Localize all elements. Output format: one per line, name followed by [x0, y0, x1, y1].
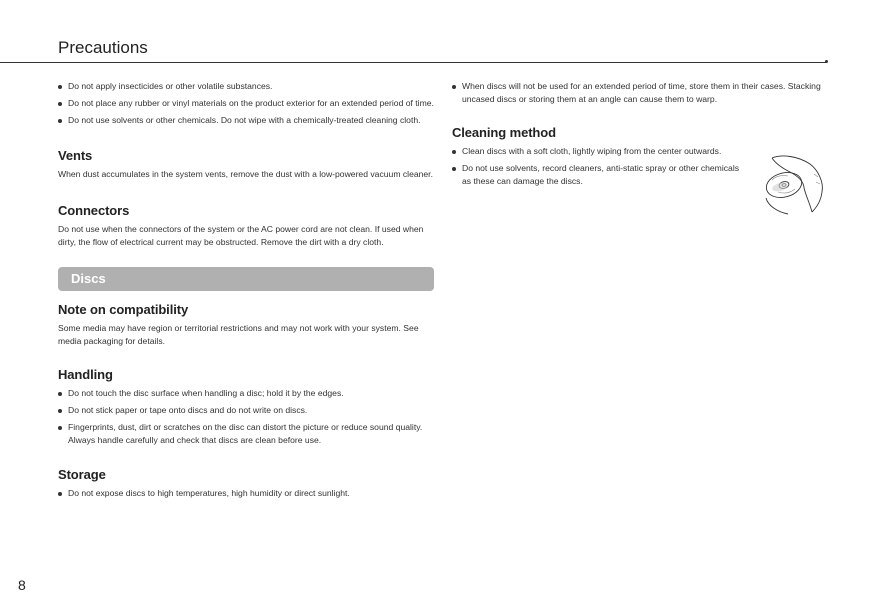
- storage-bullet-list: [58, 487, 434, 500]
- cleaning-bullet-list: [452, 145, 748, 188]
- title-rule-end-dot: [825, 60, 828, 63]
- storage-heading: Storage: [58, 467, 106, 482]
- compatibility-text: Some media may have region or territorial restrictions and may not work with your system. See media packaging for details.: [58, 323, 419, 346]
- vents-text: When dust accumulates in the system vents, remove the dust with a low-powered vacuum cleaner.: [58, 169, 433, 179]
- storage-continued-bullet-list: [452, 80, 824, 106]
- left-column: [58, 80, 434, 504]
- list-item: Do not stick paper or tape onto discs and do not write on discs.: [58, 404, 434, 417]
- list-item: Do not place any rubber or vinyl materials on the product exterior for an extended period of time.: [58, 97, 434, 110]
- page-title: Precautions: [58, 38, 148, 57]
- list-item: When discs will not be used for an extended period of time, store them in their cases. Stacking uncased discs or storing them at an angle can cause them to warp.: [452, 80, 824, 106]
- page-number: 8: [18, 577, 26, 593]
- handling-bullet-list: [58, 387, 434, 447]
- list-item: Do not touch the disc surface when handling a disc; hold it by the edges.: [58, 387, 434, 400]
- list-item: Fingerprints, dust, dirt or scratches on the disc can distort the picture or reduce sound quality. Always handle carefully and check that discs are clean before use.: [58, 421, 434, 447]
- title-rule: [0, 62, 826, 63]
- connectors-heading: Connectors: [58, 203, 130, 218]
- connectors-text: Do not use when the connectors of the system or the AC power cord are not clean. If used when dirty, the flow of electrical current may be obstructed. Remove the dirt with a dry cloth.: [58, 224, 424, 247]
- disc-wiping-illustration-icon: [758, 154, 828, 216]
- list-item: Do not apply insecticides or other volatile substances.: [58, 80, 434, 93]
- list-item: Clean discs with a soft cloth, lightly wiping from the center outwards.: [452, 145, 748, 158]
- list-item: Do not expose discs to high temperatures, high humidity or direct sunlight.: [58, 487, 434, 500]
- intro-bullet-list: [58, 80, 434, 127]
- discs-section-band: Discs: [58, 267, 434, 291]
- handling-heading: Handling: [58, 367, 113, 382]
- cleaning-heading: Cleaning method: [452, 125, 556, 140]
- vents-heading: Vents: [58, 148, 93, 163]
- compatibility-heading: Note on compatibility: [58, 302, 189, 317]
- list-item: Do not use solvents, record cleaners, anti-static spray or other chemicals as these can damage the discs.: [452, 162, 748, 188]
- list-item: Do not use solvents or other chemicals. Do not wipe with a chemically-treated cleaning cloth.: [58, 114, 434, 127]
